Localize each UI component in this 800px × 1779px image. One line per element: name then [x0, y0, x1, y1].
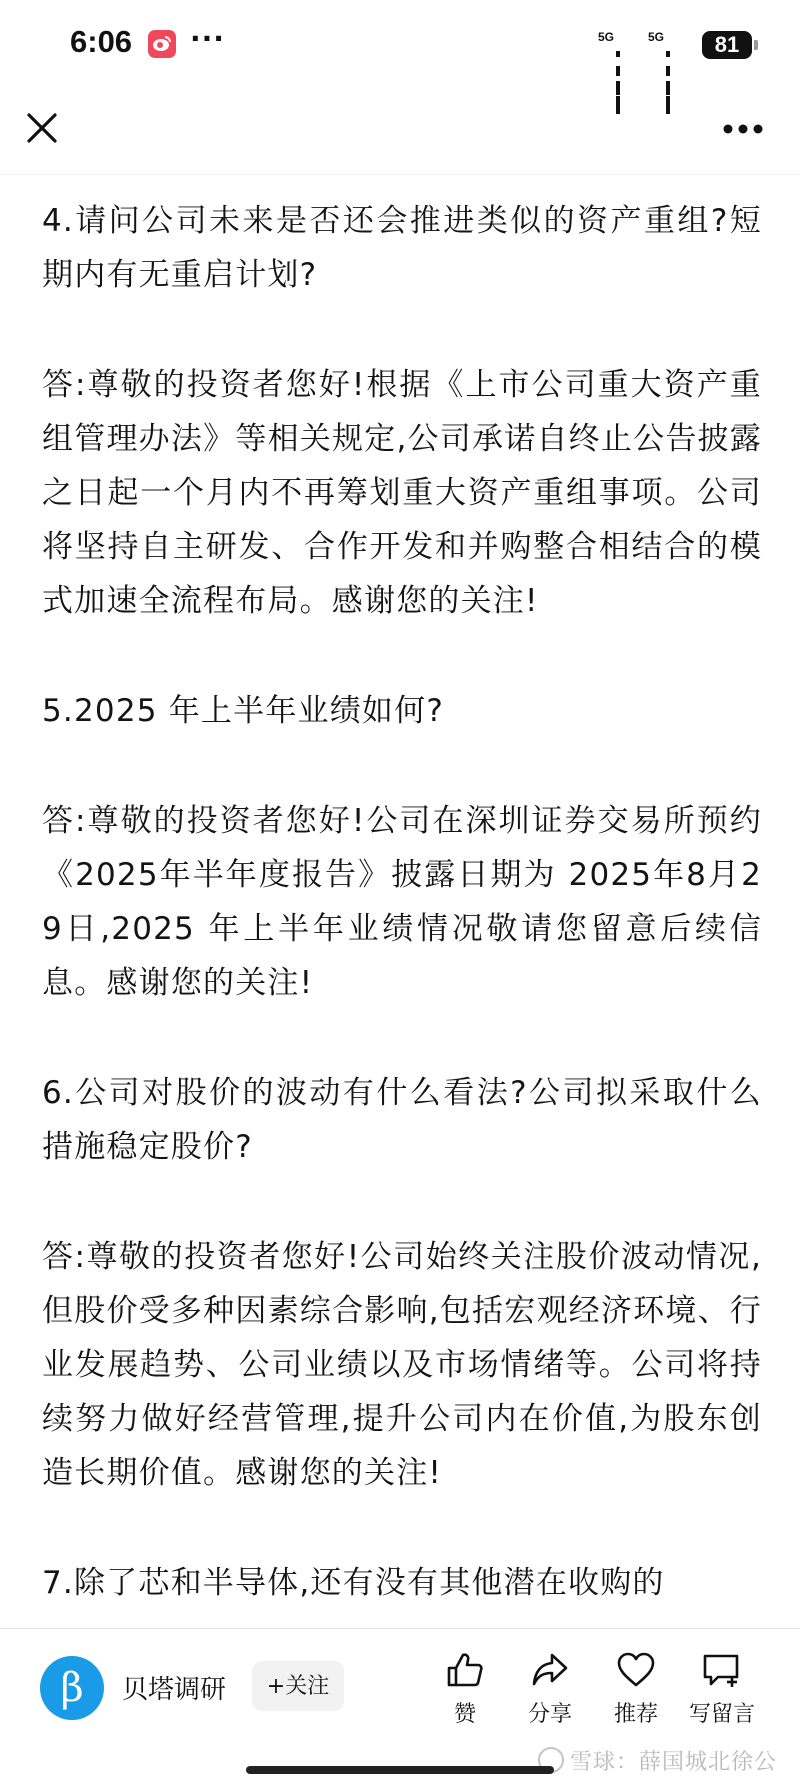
- answer-6: 答:尊敬的投资者您好!公司始终关注股价波动情况,但股价受多种因素综合影响,包括宏观经济环境、行业发展趋势、公司业绩以及市场情绪等。公司将持续努力做好经营管理,提升公司内在价值,为股东创造长期价值。感谢您的关注!: [42, 1239, 762, 1491]
- comment-label: 写留言: [688, 1702, 755, 1727]
- question-6: 6.公司对股价的波动有什么看法?公司拟采取什么措施稳定股价?: [42, 1075, 762, 1165]
- answer-5: 答:尊敬的投资者您好!公司在深圳证券交易所预约《2025年半年度报告》披露日期为 2025年8月29日,2025 年上半年业绩情况敬请您留意后续信息。感谢您的关注!: [42, 803, 762, 1001]
- recommend-button[interactable]: [596, 1651, 676, 1728]
- comment-button[interactable]: [682, 1651, 762, 1728]
- home-indicator[interactable]: [246, 1766, 554, 1774]
- like-label: 赞: [453, 1702, 476, 1727]
- comment-icon: [701, 1651, 743, 1689]
- thumbs-up-icon: [445, 1651, 485, 1689]
- status-time: 6:06: [70, 24, 133, 59]
- network-label-2: 5G: [648, 30, 665, 44]
- weibo-notification-icon: [148, 30, 176, 58]
- battery-icon: 81: [702, 31, 752, 59]
- status-more-indicator: ···: [190, 22, 225, 55]
- question-7: 7.除了芯和半导体,还有没有其他潜在收购的: [42, 1565, 665, 1601]
- share-button[interactable]: [510, 1651, 590, 1728]
- author-name[interactable]: 贝塔调研: [122, 1675, 227, 1705]
- question-5: 5.2025 年上半年业绩如何?: [42, 693, 444, 729]
- follow-button[interactable]: +关注: [252, 1661, 344, 1711]
- watermark-text: 雪球：薛国城北徐公: [570, 1750, 778, 1775]
- author-avatar[interactable]: β: [40, 1656, 104, 1720]
- question-4: 4.请问公司未来是否还会推进类似的资产重组?短期内有无重启计划?: [42, 203, 762, 293]
- network-label-1: 5G: [598, 30, 615, 44]
- watermark: [538, 1745, 777, 1776]
- answer-4: 答:尊敬的投资者您好!根据《上市公司重大资产重组管理办法》等相关规定,公司承诺自终止公告披露之日起一个月内不再筹划重大资产重组事项。公司将坚持自主研发、合作开发和并购整合相结合的模式加速全流程布局。感谢您的关注!: [42, 367, 762, 619]
- status-bar: [0, 0, 800, 92]
- heart-icon: [616, 1651, 656, 1689]
- like-button[interactable]: [425, 1651, 505, 1728]
- close-icon[interactable]: [24, 110, 60, 146]
- recommend-label: 推荐: [613, 1702, 658, 1727]
- share-label: 分享: [527, 1702, 572, 1727]
- share-icon: [530, 1651, 570, 1689]
- article-body: [42, 174, 762, 1626]
- nav-bar: [0, 92, 800, 175]
- battery-tip: [754, 40, 758, 50]
- bottom-action-bar: [0, 1628, 800, 1779]
- more-icon[interactable]: [722, 114, 764, 144]
